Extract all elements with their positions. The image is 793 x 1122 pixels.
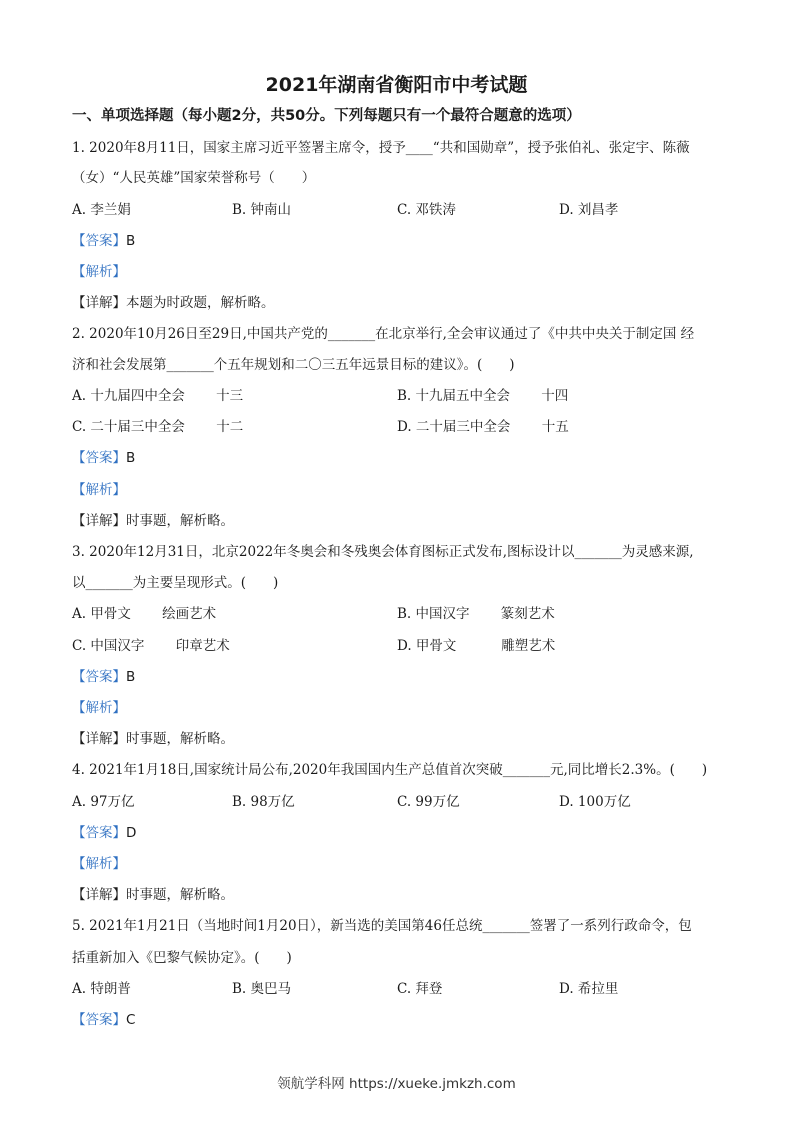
q3-option-b: B. 中国汉字 篆刻艺术 — [397, 606, 555, 622]
q3-detail-text: 时事题，解析略。 — [126, 731, 234, 747]
q1-option-d: D. 刘昌孝 — [559, 202, 619, 218]
q4-answer — [72, 821, 732, 841]
q4-answer-value: D — [126, 825, 137, 841]
q2-option-b: B. 十九届五中全会 十四 — [397, 388, 569, 404]
detail-label: 【详解】 — [72, 731, 126, 747]
q4-analysis — [72, 852, 732, 872]
q4-stem-line-1: 4. 2021年1月18日,国家统计局公布,2020年我国国内生产总值首次突破_______元,同比增长2.3%。( ) — [72, 762, 708, 778]
q3-stem-line-1: 3. 2020年12月31日，北京2022年冬奥会和冬残奥会体育图标正式发布,图标设计以_______为灵感来源, — [72, 544, 694, 560]
q2-detail-text: 时事题，解析略。 — [126, 513, 234, 529]
detail-label: 【详解】 — [72, 513, 126, 529]
q1-option-b: B. 钟南山 — [232, 202, 292, 218]
q1-detail — [72, 291, 732, 311]
answer-label: 【答案】 — [72, 669, 126, 685]
q1-option-c: C. 邓铁涛 — [397, 202, 456, 218]
q2-detail — [72, 509, 732, 529]
q2-option-d: D. 二十届三中全会 十五 — [397, 419, 569, 435]
q1-options — [72, 198, 732, 218]
q5-answer — [72, 1008, 732, 1028]
q2-analysis — [72, 478, 732, 498]
q4-option-c: C. 99万亿 — [397, 794, 460, 810]
q3-option-c: C. 中国汉字 印章艺术 — [72, 638, 230, 654]
analysis-label: 【解析】 — [72, 482, 126, 498]
q5-option-d: D. 希拉里 — [559, 981, 619, 997]
q2-option-c: C. 二十届三中全会 十二 — [72, 419, 244, 435]
q3-analysis — [72, 696, 732, 716]
answer-label: 【答案】 — [72, 1012, 126, 1028]
q3-stem-line-2: 以_______为主要呈现形式。( ) — [72, 575, 279, 591]
q4-option-d: D. 100万亿 — [559, 794, 631, 810]
q4-options — [72, 790, 732, 810]
q5-answer-value: C — [126, 1012, 136, 1028]
q4-option-a: A. 97万亿 — [72, 794, 135, 810]
answer-label: 【答案】 — [72, 233, 126, 249]
q3-answer — [72, 665, 732, 685]
q5-option-c: C. 拜登 — [397, 981, 443, 997]
q2-options-row-1 — [72, 384, 732, 404]
q2-stem-line-1: 2. 2020年10月26日至29日,中国共产党的_______在北京举行,全会审议通过了《中共中央关于制定国 经 — [72, 326, 695, 342]
q2-option-a: A. 十九届四中全会 十三 — [72, 388, 244, 404]
q1-detail-text: 本题为时政题，解析略。 — [126, 295, 275, 311]
q3-option-a: A. 甲骨文 绘画艺术 — [72, 606, 217, 622]
q5-options — [72, 977, 732, 997]
q1-analysis — [72, 260, 732, 280]
q1-stem-line-2: （女）“人民英雄”国家荣誉称号（ ） — [72, 170, 316, 186]
q2-answer-value: B — [126, 450, 136, 466]
answer-label: 【答案】 — [72, 450, 126, 466]
q3-answer-value: B — [126, 669, 136, 685]
analysis-label: 【解析】 — [72, 700, 126, 716]
q5-stem-line-1: 5. 2021年1月21日（当地时间1月20日），新当选的美国第46任总统_______签署了一系列行政命令，包 — [72, 918, 692, 934]
q2-stem-line-2: 济和社会发展第_______个五年规划和二〇三五年远景目标的建议》。( ) — [72, 357, 515, 373]
q3-options-row-2 — [72, 634, 732, 654]
q3-detail — [72, 727, 732, 747]
analysis-label: 【解析】 — [72, 856, 126, 872]
q4-detail-text: 时事题，解析略。 — [126, 887, 234, 903]
section-heading: 一、单项选择题（每小题2分，共50分。下列每题只有一个最符合题意的选项） — [72, 108, 581, 124]
analysis-label: 【解析】 — [72, 264, 126, 280]
q2-answer — [72, 446, 732, 466]
q4-option-b: B. 98万亿 — [232, 794, 295, 810]
q5-option-a: A. 特朗普 — [72, 981, 131, 997]
q2-options-row-2 — [72, 415, 732, 435]
q4-detail — [72, 883, 732, 903]
answer-label: 【答案】 — [72, 825, 126, 841]
q5-option-b: B. 奥巴马 — [232, 981, 292, 997]
q3-option-d: D. 甲骨文 雕塑艺术 — [397, 638, 556, 654]
q1-option-a: A. 李兰娟 — [72, 202, 131, 218]
detail-label: 【详解】 — [72, 887, 126, 903]
q5-stem-line-2: 括重新加入《巴黎气候协定》。( ) — [72, 950, 292, 966]
q1-answer — [72, 229, 732, 249]
q1-stem-line-1: 1. 2020年8月11日，国家主席习近平签署主席令，授予____“共和国勋章”，授予张伯礼、张定宇、陈薇 — [72, 140, 690, 156]
q3-options-row-1 — [72, 602, 732, 622]
detail-label: 【详解】 — [72, 295, 126, 311]
footer-watermark: 领航学科网 https://xueke.jmkzh.com — [277, 1076, 516, 1092]
exam-title: 2021年湖南省衡阳市中考试题 — [265, 74, 528, 96]
q1-answer-value: B — [126, 233, 136, 249]
